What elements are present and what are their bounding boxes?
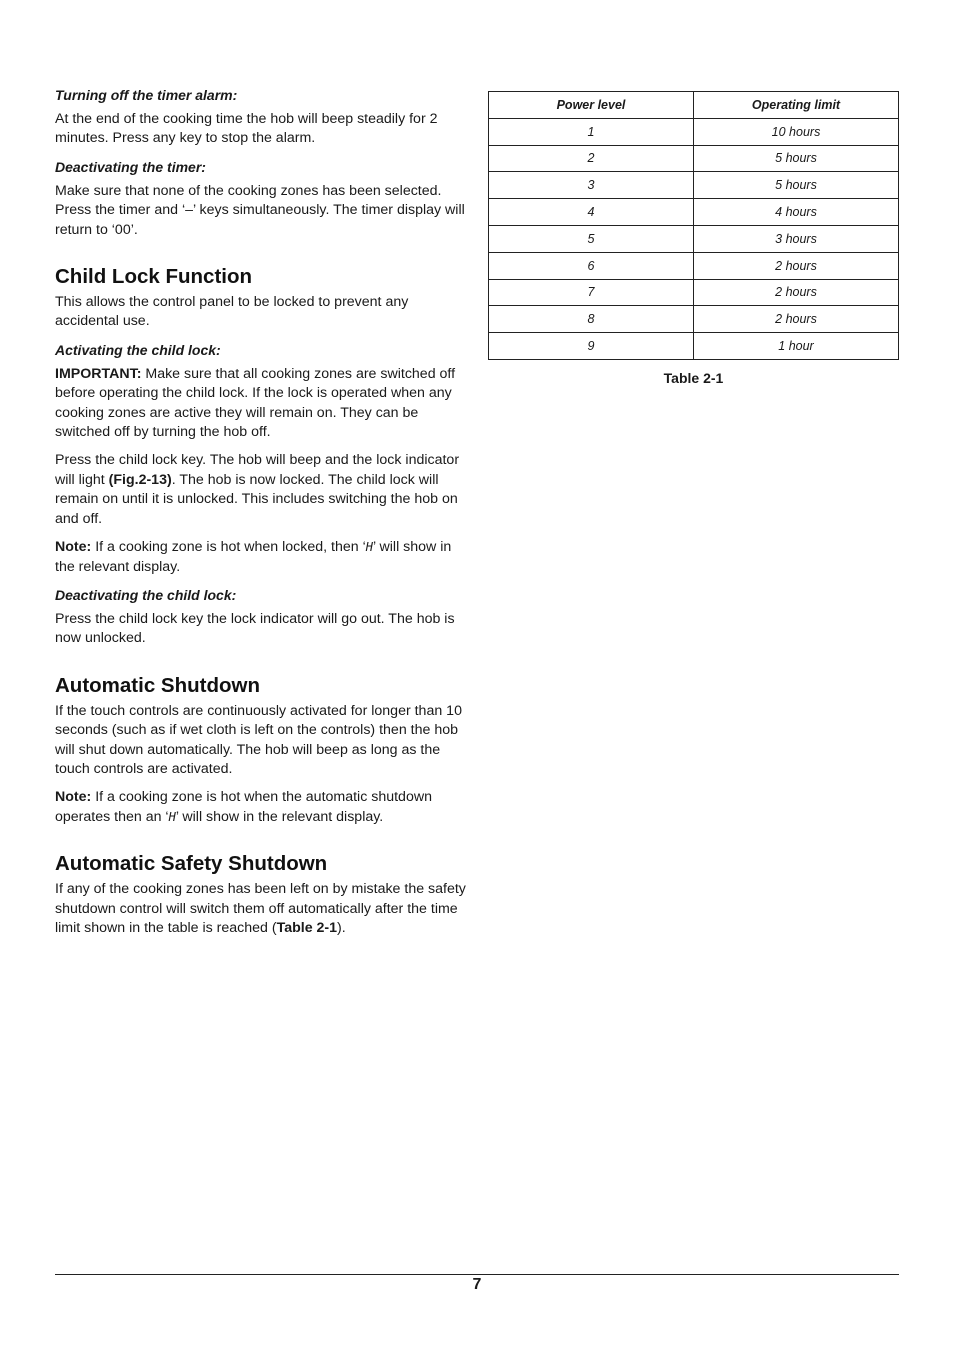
note2-label: Note: [55,789,92,806]
note1-text-b: ’ will show in the relevant display. [55,539,452,575]
important-label: IMPORTANT: [55,365,142,382]
activate-lock-subheading: Activating the child lock: [55,341,221,358]
footer-divider [55,1274,899,1275]
operating-limit-cell: 2 hours [694,279,899,306]
table-row [489,306,899,333]
header-power-level: Power level [489,92,694,119]
important-paragraph [55,365,467,443]
power-level-cell: 3 [489,172,694,199]
note2-paragraph [55,788,467,827]
press-lock-text-a: Press the child lock key. The hob will beep and the lock indicator will light [55,452,460,488]
table-row [489,118,899,145]
power-level-cell: 4 [489,199,694,226]
power-level-cell: 5 [489,225,694,252]
table-row [489,279,899,306]
auto-shutdown-heading: Automatic Shutdown [55,673,260,697]
power-level-cell: 8 [489,306,694,333]
note1-label: Note: [55,539,92,556]
table-caption: Table 2-1 [663,369,724,386]
note2-text-b: ’ will show in the relevant display. [175,808,384,825]
child-lock-intro: This allows the control panel to be locked to prevent any accidental use. [55,294,409,330]
deactivate-timer-paragraph: Make sure that none of the cooking zones has been selected. Press the timer and ‘–’ keys simultaneously. The timer display will return to ‘00’. [55,182,465,238]
header-operating-limit: Operating limit [694,92,899,119]
operating-limit-cell: 4 hours [694,199,899,226]
timer-alarm-paragraph: At the end of the cooking time the hob will beep steadily for 2 minutes. Press any key to stop the alarm. [55,111,438,147]
table-row [489,199,899,226]
table-row [489,252,899,279]
note2-text-a: If a cooking zone is hot when the automatic shutdown operates then an ‘ [55,789,432,825]
power-level-cell: 2 [489,145,694,172]
safety-shutdown-paragraph [55,880,467,938]
table-reference: Table 2-1 [276,919,338,936]
timer-alarm-subheading: Turning off the timer alarm: [55,87,238,103]
table-row [489,172,899,199]
deactivate-lock-subheading: Deactivating the child lock: [55,586,237,603]
power-level-cell: 6 [489,252,694,279]
safety-text-b: ). [337,919,346,936]
operating-limit-cell: 1 hour [694,333,899,360]
table-row [489,145,899,172]
table-row [489,333,899,360]
power-level-cell: 7 [489,279,694,306]
operating-limit-cell: 2 hours [694,252,899,279]
operating-limit-table-wrapper [488,91,899,386]
important-text: Make sure that all cooking zones are switched off before operating the child lock. If the lock is operated when any cooking zones are active they will remain on. They can be switched off by turning the hob off. [55,365,456,441]
deactivate-lock-paragraph: Press the child lock key the lock indicator will go out. The hob is now unlocked. [55,610,455,647]
operating-limit-cell: 5 hours [694,172,899,199]
left-column [55,86,467,947]
table-header-row [489,92,899,119]
auto-shutdown-paragraph: If the touch controls are continuously activated for longer than 10 seconds (such as if wet cloth is left on the controls) then the hob will shut down automatically. The hob will beep as long as the touch controls are activated. [55,702,462,777]
power-level-cell: 9 [489,333,694,360]
page-number: 7 [472,1276,482,1293]
note2-h-symbol: H [168,809,176,824]
child-lock-heading: Child Lock Function [55,265,253,289]
safety-shutdown-heading: Automatic Safety Shutdown [55,852,328,876]
operating-limit-cell: 2 hours [694,306,899,333]
operating-limit-cell: 10 hours [694,118,899,145]
safety-text-a: If any of the cooking zones has been left on by mistake the safety shutdown control will switch them off automatically after the time limit shown in the table is reached ( [55,881,466,936]
table-row [489,225,899,252]
note1-h-symbol: H [365,540,373,555]
note1-text-a: If a cooking zone is hot when locked, then ‘ [91,539,366,556]
operating-limit-cell: 5 hours [694,145,899,172]
operating-limit-cell: 3 hours [694,225,899,252]
deactivate-timer-subheading: Deactivating the timer: [55,158,206,175]
operating-limit-table [488,91,899,360]
press-lock-text-b: . The hob is now locked. The child lock will remain on until it is unlocked. This includes switching the hob on and off. [55,471,458,527]
note1-paragraph [55,538,467,577]
press-lock-paragraph [55,451,467,529]
power-level-cell: 1 [489,118,694,145]
fig-reference: (Fig.2-13) [108,471,172,488]
